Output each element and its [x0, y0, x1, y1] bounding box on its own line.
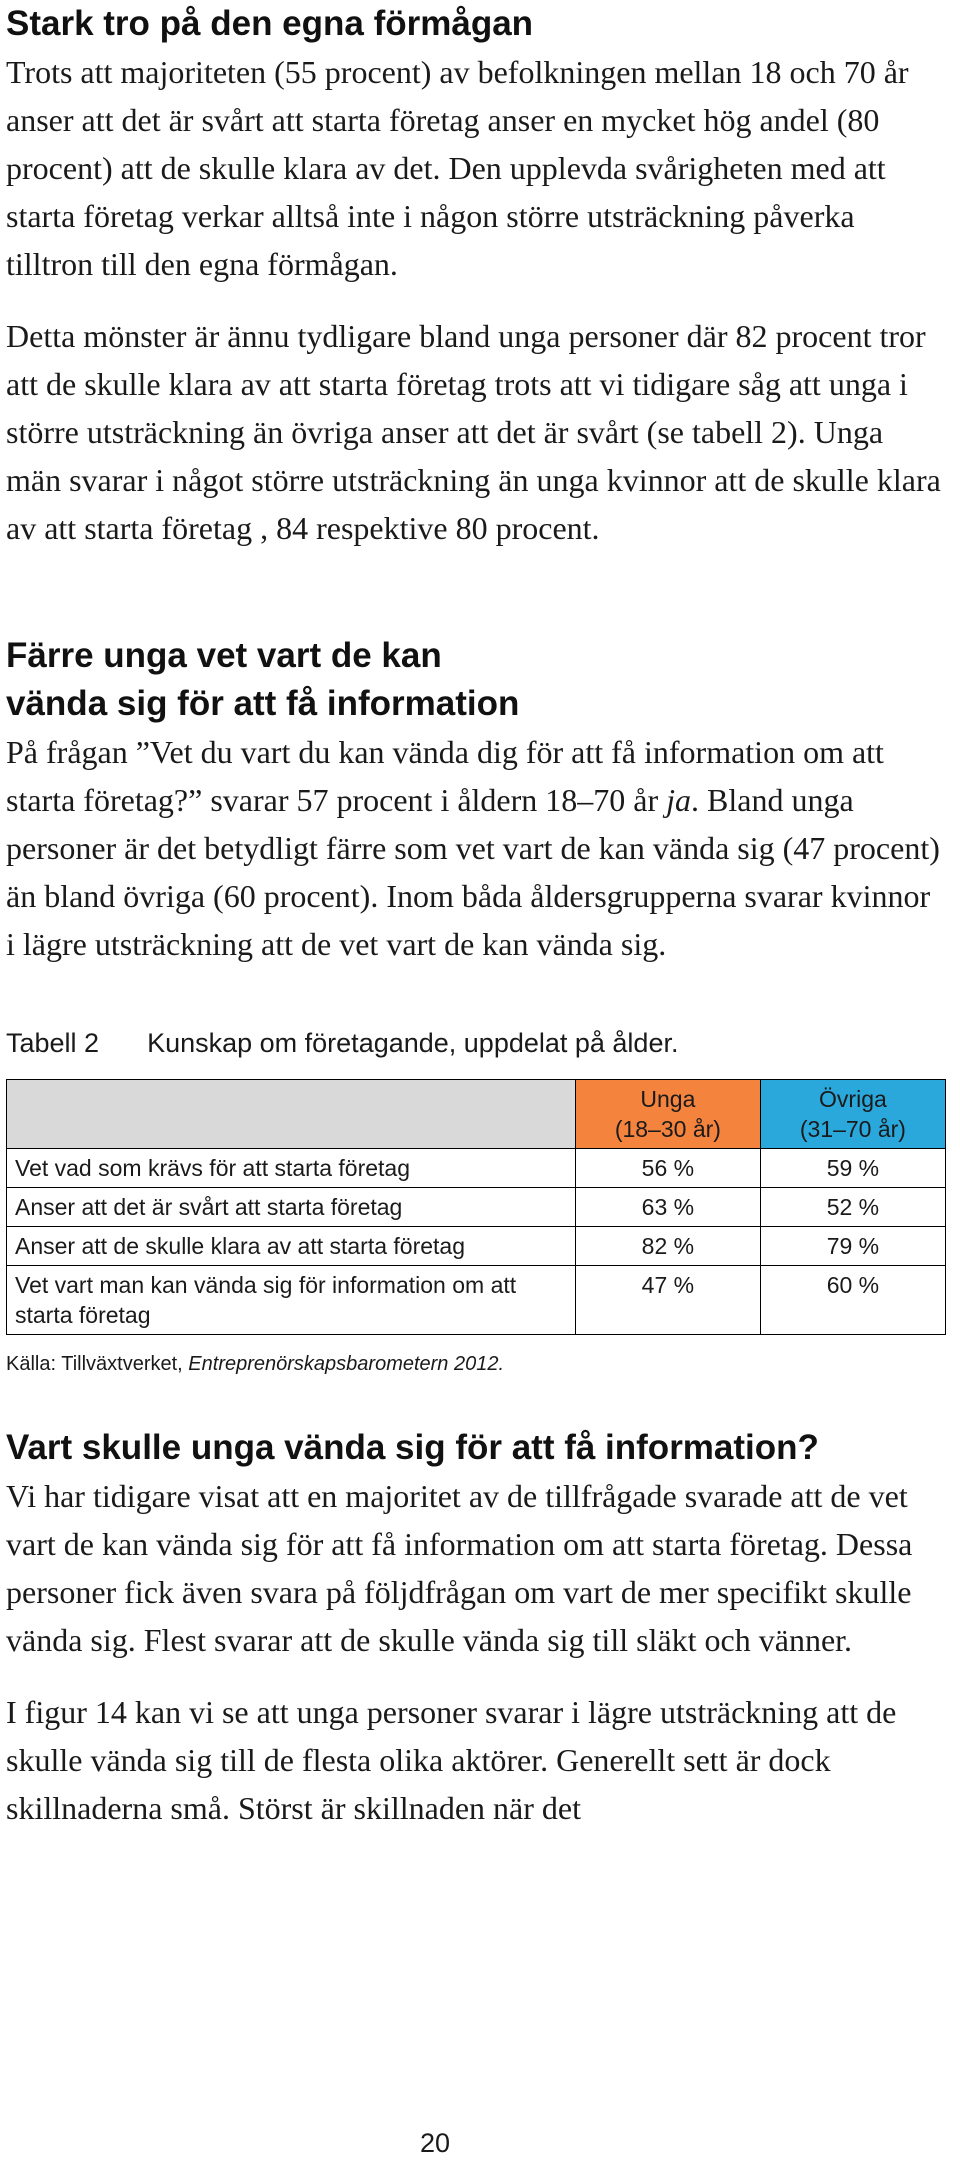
paragraph: I figur 14 kan vi se att unga personer svarar i lägre utsträckning att de skulle vända sig till de flesta olika aktörer. Generellt sett är dock skillnaderna små. Störst är skillnaden när det [6, 1694, 897, 1826]
cell-other: 60 % [760, 1266, 945, 1335]
section-self-belief [6, 0, 946, 552]
row-label: Vet vart man kan vända sig för information om att starta företag [7, 1266, 576, 1335]
section-information [6, 632, 946, 968]
table-header-row [7, 1080, 946, 1149]
heading-line: Färre unga vet vart de kan [6, 636, 442, 675]
cell-young: 56 % [575, 1149, 760, 1188]
table-row [7, 1188, 946, 1227]
table-caption [6, 1028, 946, 1059]
table-label: Tabell 2 [6, 1028, 100, 1058]
source-prefix: Källa: Tillväxtverket, [6, 1353, 189, 1375]
section-heading [6, 632, 946, 728]
section-heading: Vart skulle unga vända sig för att få information? [6, 1428, 819, 1467]
header-young-label: Unga [640, 1086, 696, 1112]
knowledge-table [6, 1079, 946, 1335]
row-label: Vet vad som krävs för att starta företag [7, 1149, 576, 1188]
paragraph: Vi har tidigare visat att en majoritet av de tillfrågade svarade att de vet vart de kan vända sig för att få information om att starta företag. Dessa personer fick även svara på följdfrågan om vart de mer specifikt skulle vända sig. Flest svarar att de skulle vända sig till släkt och vänner. [6, 1478, 913, 1658]
cell-other: 79 % [760, 1227, 945, 1266]
paragraph: Trots att majoriteten (55 procent) av befolkningen mellan 18 och 70 år anser att det är svårt att starta företag anser en mycket hög andel (80 procent) att de skulle klara av det. Den upplevda svårigheten med att starta företag verkar alltså inte i någon större utsträckning påverka tilltron till den egna förmågan. [6, 54, 909, 282]
table-source [6, 1353, 946, 1376]
paragraph [6, 728, 946, 968]
emphasis-ja: ja [666, 782, 692, 818]
header-young-range: (18–30 år) [614, 1116, 721, 1142]
heading-line: vända sig för att få information [6, 684, 520, 723]
row-label: Anser att de skulle klara av att starta företag [7, 1227, 576, 1266]
cell-young: 47 % [575, 1266, 760, 1335]
header-young [575, 1080, 760, 1149]
table-row [7, 1266, 946, 1335]
section-heading: Stark tro på den egna förmågan [6, 4, 534, 43]
table-title: Kunskap om företagande, uppdelat på ålder. [147, 1028, 679, 1058]
cell-young: 63 % [575, 1188, 760, 1227]
page-content [6, 0, 946, 1832]
cell-young: 82 % [575, 1227, 760, 1266]
source-title: Entreprenörskapsbarometern 2012. [188, 1353, 505, 1375]
header-other [760, 1080, 945, 1149]
text-run: . Bland unga personer är det betydligt färre som vet vart de kan vända sig (47 procent) än bland övriga (60 procent). Inom båda åldersgrupperna svarar kvinnor i lägre utsträckning att de vet vart de kan vända sig. [6, 782, 940, 962]
header-other-label: Övriga [819, 1086, 887, 1112]
cell-other: 52 % [760, 1188, 945, 1227]
text-run: På frågan ”Vet du vart du kan vända dig för att få information om att starta företag?” svarar 57 procent i åldern 18–70 år [6, 734, 884, 818]
paragraph: Detta mönster är ännu tydligare bland unga personer där 82 procent tror att de skulle klara av att starta företag trots att vi tidigare såg att unga i större utsträckning än övriga anser att det är svårt (se tabell 2). Unga män svarar i något större utsträckning än unga kvinnor att de skulle klara av att starta företag , 84 respektive 80 procent. [6, 318, 941, 546]
header-blank-cell [7, 1080, 576, 1149]
section-where-turn [6, 1424, 946, 1832]
header-other-range: (31–70 år) [799, 1116, 906, 1142]
row-label: Anser att det är svårt att starta företag [7, 1188, 576, 1227]
table-row [7, 1227, 946, 1266]
cell-other: 59 % [760, 1149, 945, 1188]
page-number: 20 [419, 2128, 451, 2158]
table-row [7, 1149, 946, 1188]
